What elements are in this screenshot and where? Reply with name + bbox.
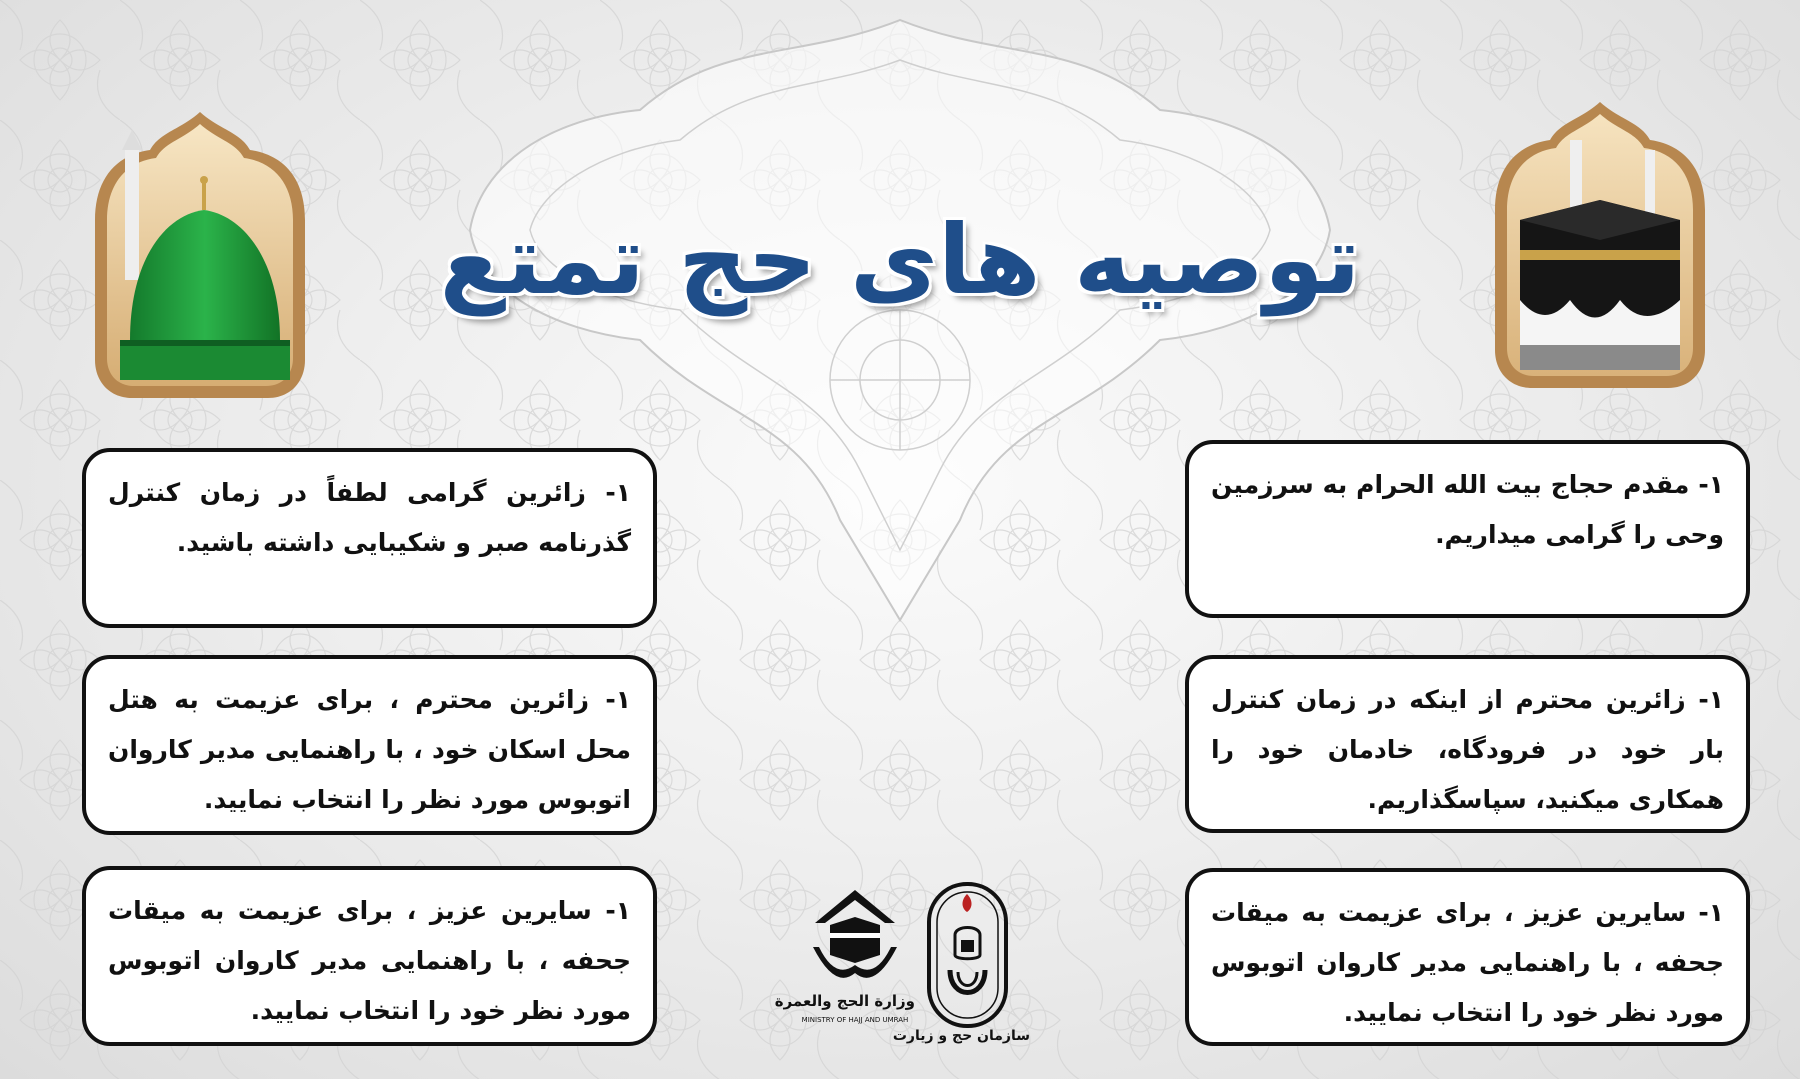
green-dome-frame xyxy=(90,110,310,400)
card-left-2: ۱- زائرین محترم ، برای عزیمت به هتل محل اسکان خود ، با راهنمایی مدیر کاروان اتوبوس مورد نظر را انتخاب نمایید. xyxy=(82,655,657,835)
kaaba-frame xyxy=(1490,100,1710,390)
ministry-name-en: MINISTRY OF HAJJ AND UMRAH xyxy=(801,1016,909,1024)
card-right-1: ۱- مقدم حجاج بیت الله الحرام به سرزمین وحی را گرامی میداریم. xyxy=(1185,440,1750,618)
page-title: توصیه های حج تمتع xyxy=(439,204,1361,316)
card-right-3: ۱- سایرین عزیز ، برای عزیمت به میقات جحفه ، با راهنمایی مدیر کاروان اتوبوس مورد نظر خود را انتخاب نمایید. xyxy=(1185,868,1750,1046)
card-left-3: ۱- سایرین عزیز ، برای عزیمت به میقات جحفه ، با راهنمایی مدیر کاروان اتوبوس مورد نظر خود را انتخاب نمایید. xyxy=(82,866,657,1046)
ministry-name-ar: وزارة الحج والعمرة xyxy=(774,992,915,1010)
iran-emblem-icon xyxy=(925,880,1010,1030)
kaaba-book-logo-icon xyxy=(805,885,905,995)
card-right-2: ۱- زائرین محترم از اینکه در زمان کنترل بار خود در فرودگاه، خادمان خود را همکاری میکنید، سپاسگذاریم. xyxy=(1185,655,1750,833)
organization-name-fa: سازمان حج و زیارت xyxy=(892,1028,1030,1044)
card-left-1: ۱- زائرین گرامی لطفاً در زمان کنترل گذرنامه صبر و شکیبایی داشته باشید. xyxy=(82,448,657,628)
